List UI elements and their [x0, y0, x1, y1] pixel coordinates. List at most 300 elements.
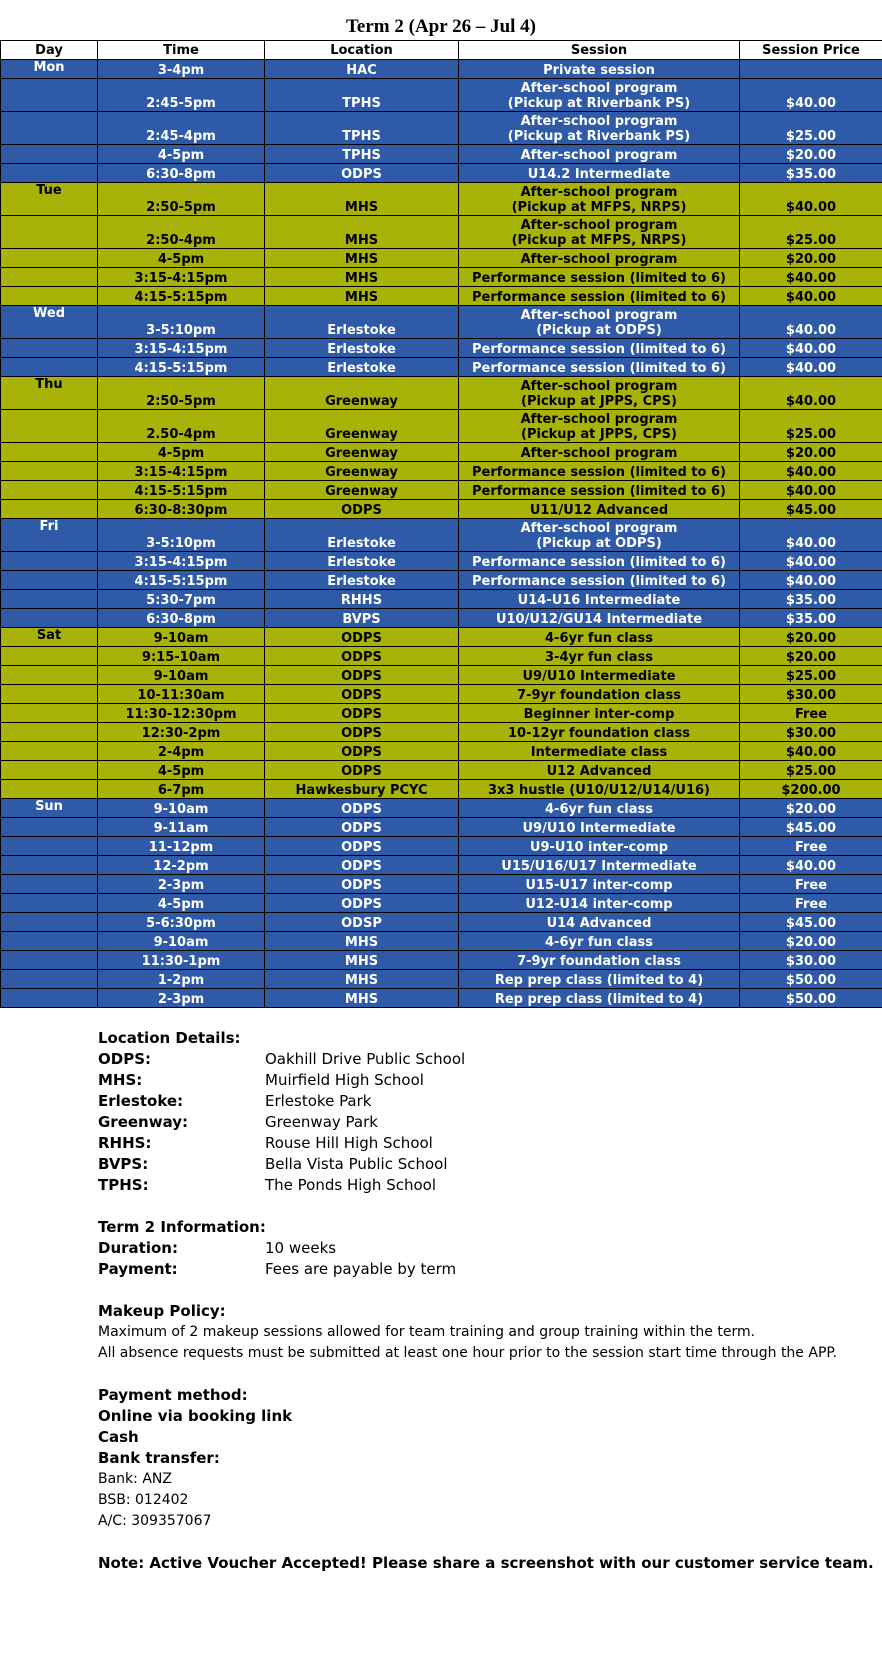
location-cell: MHS: [265, 951, 459, 970]
day-cell: [1, 647, 98, 666]
price-cell: $40.00: [740, 552, 882, 571]
table-row: [1, 628, 882, 647]
table-row: [1, 145, 882, 164]
table-row: [1, 685, 882, 704]
price-cell: Free: [740, 704, 882, 723]
time-cell: 6:30-8pm: [98, 609, 265, 628]
session-cell: After-school program: [459, 249, 740, 268]
time-cell: 4-5pm: [98, 761, 265, 780]
day-cell: [1, 500, 98, 519]
header-location: Location: [265, 41, 459, 60]
session-cell: After-school program (Pickup at Riverbank PS): [459, 79, 740, 112]
table-row: [1, 704, 882, 723]
location-item: [98, 1049, 858, 1070]
term-info-key: Payment:: [98, 1260, 178, 1278]
location-cell: ODPS: [265, 704, 459, 723]
day-cell: [1, 913, 98, 932]
location-cell: ODSP: [265, 913, 459, 932]
location-name: Bella Vista Public School: [265, 1155, 448, 1173]
session-cell: U14.2 Intermediate: [459, 164, 740, 183]
bank-line: BSB: 012402: [98, 1492, 189, 1508]
location-cell: MHS: [265, 216, 459, 249]
price-cell: $40.00: [740, 358, 882, 377]
location-cell: Greenway: [265, 443, 459, 462]
session-cell: U11/U12 Advanced: [459, 500, 740, 519]
price-cell: $25.00: [740, 216, 882, 249]
location-cell: RHHS: [265, 590, 459, 609]
bank-line: A/C: 309357067: [98, 1513, 212, 1529]
location-cell: ODPS: [265, 875, 459, 894]
location-cell: Erlestoke: [265, 358, 459, 377]
session-cell: Rep prep class (limited to 4): [459, 970, 740, 989]
location-code: RHHS:: [98, 1134, 152, 1152]
location-name: Rouse Hill High School: [265, 1134, 433, 1152]
table-row: [1, 951, 882, 970]
time-cell: 9:15-10am: [98, 647, 265, 666]
session-cell: 3-4yr fun class: [459, 647, 740, 666]
term-info-item: [98, 1238, 858, 1259]
location-code: MHS:: [98, 1071, 143, 1089]
price-cell: [740, 60, 882, 79]
term-info-item: [98, 1259, 858, 1280]
day-cell: [1, 481, 98, 500]
time-cell: 2:45-5pm: [98, 79, 265, 112]
bank-line: Bank: ANZ: [98, 1471, 172, 1487]
day-cell: [1, 704, 98, 723]
price-cell: $20.00: [740, 628, 882, 647]
table-row: [1, 875, 882, 894]
header-time: Time: [98, 41, 265, 60]
location-name: Erlestoke Park: [265, 1092, 372, 1110]
session-cell: Performance session (limited to 6): [459, 339, 740, 358]
time-cell: 2.50-4pm: [98, 410, 265, 443]
price-cell: Free: [740, 894, 882, 913]
table-row: [1, 799, 882, 818]
price-cell: $200.00: [740, 780, 882, 799]
table-row: [1, 268, 882, 287]
table-row: [1, 519, 882, 552]
schedule-body: [1, 60, 882, 1008]
session-cell: Performance session (limited to 6): [459, 462, 740, 481]
location-cell: ODPS: [265, 666, 459, 685]
location-cell: Erlestoke: [265, 519, 459, 552]
price-cell: $30.00: [740, 723, 882, 742]
price-cell: $40.00: [740, 339, 882, 358]
term-info-value: 10 weeks: [265, 1239, 337, 1257]
session-cell: U15-U17 inter-comp: [459, 875, 740, 894]
makeup-line: All absence requests must be submitted at least one hour prior to the session start time through the APP.: [98, 1345, 838, 1361]
day-cell: [1, 951, 98, 970]
page-title: Term 2 (Apr 26 – Jul 4): [346, 16, 536, 37]
day-cell: Mon: [1, 60, 98, 79]
session-cell: After-school program (Pickup at JPPS, CPS): [459, 410, 740, 443]
price-cell: Free: [740, 875, 882, 894]
location-item: [98, 1091, 858, 1112]
session-cell: After-school program (Pickup at ODPS): [459, 306, 740, 339]
location-cell: Greenway: [265, 462, 459, 481]
session-cell: U12-U14 inter-comp: [459, 894, 740, 913]
session-cell: U15/U16/U17 Intermediate: [459, 856, 740, 875]
price-cell: $20.00: [740, 799, 882, 818]
table-row: [1, 989, 882, 1008]
table-row: [1, 647, 882, 666]
info-section: [98, 1028, 874, 1574]
price-cell: $30.00: [740, 951, 882, 970]
price-cell: $50.00: [740, 970, 882, 989]
day-cell: [1, 79, 98, 112]
time-cell: 3-5:10pm: [98, 519, 265, 552]
location-code: BVPS:: [98, 1155, 149, 1173]
table-row: [1, 462, 882, 481]
table-row: [1, 339, 882, 358]
session-cell: After-school program (Pickup at MFPS, NRPS): [459, 216, 740, 249]
term-info-heading: Term 2 Information:: [98, 1218, 266, 1236]
time-cell: 12:30-2pm: [98, 723, 265, 742]
location-name: The Ponds High School: [265, 1176, 437, 1194]
day-cell: [1, 443, 98, 462]
location-cell: ODPS: [265, 818, 459, 837]
table-row: [1, 666, 882, 685]
table-row: [1, 410, 882, 443]
header-session: Session: [459, 41, 740, 60]
day-cell: [1, 685, 98, 704]
time-cell: 4:15-5:15pm: [98, 287, 265, 306]
session-cell: After-school program: [459, 145, 740, 164]
location-name: Greenway Park: [265, 1113, 378, 1131]
table-row: [1, 837, 882, 856]
price-cell: $25.00: [740, 410, 882, 443]
location-cell: Erlestoke: [265, 571, 459, 590]
time-cell: 6:30-8pm: [98, 164, 265, 183]
makeup-line: Maximum of 2 makeup sessions allowed for team training and group training within the term.: [98, 1324, 756, 1340]
location-cell: Erlestoke: [265, 552, 459, 571]
location-item: [98, 1175, 858, 1196]
day-cell: Sun: [1, 799, 98, 818]
location-cell: HAC: [265, 60, 459, 79]
price-cell: $20.00: [740, 145, 882, 164]
session-cell: Performance session (limited to 6): [459, 358, 740, 377]
day-cell: [1, 856, 98, 875]
session-cell: Beginner inter-comp: [459, 704, 740, 723]
location-details-heading: Location Details:: [98, 1029, 241, 1047]
session-cell: After-school program (Pickup at JPPS, CPS): [459, 377, 740, 410]
table-row: [1, 742, 882, 761]
day-cell: [1, 268, 98, 287]
day-cell: [1, 145, 98, 164]
header-price: Session Price: [740, 41, 882, 60]
location-name: Muirfield High School: [265, 1071, 424, 1089]
time-cell: 4-5pm: [98, 249, 265, 268]
time-cell: 2-3pm: [98, 875, 265, 894]
location-cell: MHS: [265, 970, 459, 989]
location-code: TPHS:: [98, 1176, 149, 1194]
table-row: [1, 358, 882, 377]
table-row: [1, 818, 882, 837]
day-cell: Fri: [1, 519, 98, 552]
table-row: [1, 609, 882, 628]
price-cell: $40.00: [740, 377, 882, 410]
price-cell: $45.00: [740, 500, 882, 519]
time-cell: 3-5:10pm: [98, 306, 265, 339]
location-cell: ODPS: [265, 628, 459, 647]
day-cell: [1, 761, 98, 780]
day-cell: Thu: [1, 377, 98, 410]
time-cell: 2:50-5pm: [98, 183, 265, 216]
location-cell: Greenway: [265, 410, 459, 443]
table-row: [1, 500, 882, 519]
time-cell: 3:15-4:15pm: [98, 268, 265, 287]
session-cell: 4-6yr fun class: [459, 799, 740, 818]
time-cell: 9-11am: [98, 818, 265, 837]
schedule-table: [0, 40, 882, 1008]
table-row: [1, 723, 882, 742]
time-cell: 11-12pm: [98, 837, 265, 856]
location-item: [98, 1112, 858, 1133]
price-cell: $20.00: [740, 647, 882, 666]
day-cell: [1, 216, 98, 249]
day-cell: [1, 609, 98, 628]
day-cell: Wed: [1, 306, 98, 339]
location-item: [98, 1154, 858, 1175]
time-cell: 5:30-7pm: [98, 590, 265, 609]
time-cell: 2-3pm: [98, 989, 265, 1008]
location-cell: MHS: [265, 268, 459, 287]
table-row: [1, 183, 882, 216]
session-cell: U10/U12/GU14 Intermediate: [459, 609, 740, 628]
location-cell: ODPS: [265, 894, 459, 913]
table-row: [1, 164, 882, 183]
makeup-heading: Makeup Policy:: [98, 1302, 226, 1320]
time-cell: 3:15-4:15pm: [98, 462, 265, 481]
table-row: [1, 856, 882, 875]
time-cell: 4:15-5:15pm: [98, 571, 265, 590]
day-cell: [1, 287, 98, 306]
location-cell: ODPS: [265, 500, 459, 519]
table-row: [1, 60, 882, 79]
time-cell: 6-7pm: [98, 780, 265, 799]
price-cell: $30.00: [740, 685, 882, 704]
location-cell: ODPS: [265, 761, 459, 780]
price-cell: $40.00: [740, 268, 882, 287]
price-cell: $25.00: [740, 666, 882, 685]
location-cell: ODPS: [265, 647, 459, 666]
table-row: [1, 216, 882, 249]
location-cell: ODPS: [265, 837, 459, 856]
time-cell: 4-5pm: [98, 894, 265, 913]
location-code: Erlestoke:: [98, 1092, 184, 1110]
location-cell: ODPS: [265, 799, 459, 818]
time-cell: 9-10am: [98, 666, 265, 685]
session-cell: After-school program: [459, 443, 740, 462]
time-cell: 10-11:30am: [98, 685, 265, 704]
location-code: ODPS:: [98, 1050, 151, 1068]
table-row: [1, 443, 882, 462]
price-cell: $20.00: [740, 443, 882, 462]
location-cell: MHS: [265, 989, 459, 1008]
table-row: [1, 970, 882, 989]
price-cell: $40.00: [740, 481, 882, 500]
table-row: [1, 249, 882, 268]
table-row: [1, 761, 882, 780]
time-cell: 11:30-12:30pm: [98, 704, 265, 723]
price-cell: $40.00: [740, 571, 882, 590]
session-cell: After-school program (Pickup at ODPS): [459, 519, 740, 552]
table-row: [1, 590, 882, 609]
table-row: [1, 79, 882, 112]
day-cell: [1, 339, 98, 358]
time-cell: 9-10am: [98, 932, 265, 951]
time-cell: 2:50-4pm: [98, 216, 265, 249]
price-cell: $40.00: [740, 306, 882, 339]
price-cell: $50.00: [740, 989, 882, 1008]
session-cell: U9/U10 Intermediate: [459, 818, 740, 837]
time-cell: 3:15-4:15pm: [98, 339, 265, 358]
table-row: [1, 913, 882, 932]
time-cell: 2:45-4pm: [98, 112, 265, 145]
time-cell: 6:30-8:30pm: [98, 500, 265, 519]
table-row: [1, 287, 882, 306]
time-cell: 11:30-1pm: [98, 951, 265, 970]
price-cell: $20.00: [740, 249, 882, 268]
price-cell: $40.00: [740, 462, 882, 481]
price-cell: $35.00: [740, 164, 882, 183]
price-cell: $35.00: [740, 590, 882, 609]
time-cell: 4:15-5:15pm: [98, 481, 265, 500]
day-cell: [1, 837, 98, 856]
location-cell: ODPS: [265, 164, 459, 183]
day-cell: [1, 989, 98, 1008]
session-cell: 4-6yr fun class: [459, 932, 740, 951]
price-cell: $25.00: [740, 761, 882, 780]
price-cell: $35.00: [740, 609, 882, 628]
payment-heading: Payment method:: [98, 1386, 248, 1404]
day-cell: [1, 875, 98, 894]
day-cell: [1, 818, 98, 837]
time-cell: 4:15-5:15pm: [98, 358, 265, 377]
price-cell: $20.00: [740, 932, 882, 951]
payment-method: Online via booking link: [98, 1407, 293, 1425]
session-cell: Performance session (limited to 6): [459, 481, 740, 500]
price-cell: $40.00: [740, 79, 882, 112]
table-row: [1, 894, 882, 913]
location-cell: MHS: [265, 932, 459, 951]
time-cell: 2:50-5pm: [98, 377, 265, 410]
session-cell: Private session: [459, 60, 740, 79]
time-cell: 4-5pm: [98, 145, 265, 164]
location-cell: ODPS: [265, 742, 459, 761]
location-cell: ODPS: [265, 685, 459, 704]
session-cell: 10-12yr foundation class: [459, 723, 740, 742]
session-cell: Performance session (limited to 6): [459, 268, 740, 287]
session-cell: U14 Advanced: [459, 913, 740, 932]
session-cell: U9/U10 Intermediate: [459, 666, 740, 685]
day-cell: Tue: [1, 183, 98, 216]
location-cell: Erlestoke: [265, 306, 459, 339]
day-cell: [1, 780, 98, 799]
table-row: [1, 932, 882, 951]
table-row: [1, 552, 882, 571]
location-cell: TPHS: [265, 112, 459, 145]
table-row: [1, 306, 882, 339]
session-cell: Intermediate class: [459, 742, 740, 761]
location-cell: Greenway: [265, 377, 459, 410]
time-cell: 2-4pm: [98, 742, 265, 761]
session-cell: 7-9yr foundation class: [459, 685, 740, 704]
day-cell: [1, 462, 98, 481]
location-name: Oakhill Drive Public School: [265, 1050, 466, 1068]
time-cell: 3-4pm: [98, 60, 265, 79]
price-cell: $25.00: [740, 112, 882, 145]
location-cell: ODPS: [265, 723, 459, 742]
session-cell: Performance session (limited to 6): [459, 287, 740, 306]
location-item: [98, 1133, 858, 1154]
time-cell: 9-10am: [98, 628, 265, 647]
session-cell: U9-U10 inter-comp: [459, 837, 740, 856]
location-cell: Erlestoke: [265, 339, 459, 358]
session-cell: 7-9yr foundation class: [459, 951, 740, 970]
time-cell: 1-2pm: [98, 970, 265, 989]
day-cell: [1, 249, 98, 268]
price-cell: $45.00: [740, 818, 882, 837]
session-cell: After-school program (Pickup at MFPS, NRPS): [459, 183, 740, 216]
session-cell: U14-U16 Intermediate: [459, 590, 740, 609]
table-row: [1, 112, 882, 145]
time-cell: 5-6:30pm: [98, 913, 265, 932]
location-cell: TPHS: [265, 79, 459, 112]
time-cell: 3:15-4:15pm: [98, 552, 265, 571]
day-cell: [1, 666, 98, 685]
table-row: [1, 481, 882, 500]
time-cell: 12-2pm: [98, 856, 265, 875]
location-code: Greenway:: [98, 1113, 189, 1131]
time-cell: 4-5pm: [98, 443, 265, 462]
term-info-value: Fees are payable by term: [265, 1260, 457, 1278]
day-cell: [1, 932, 98, 951]
price-cell: $40.00: [740, 183, 882, 216]
location-cell: Greenway: [265, 481, 459, 500]
session-cell: Performance session (limited to 6): [459, 571, 740, 590]
day-cell: [1, 112, 98, 145]
price-cell: $40.00: [740, 742, 882, 761]
day-cell: [1, 552, 98, 571]
location-cell: Hawkesbury PCYC: [265, 780, 459, 799]
price-cell: $40.00: [740, 287, 882, 306]
price-cell: $40.00: [740, 519, 882, 552]
table-row: [1, 780, 882, 799]
day-cell: [1, 742, 98, 761]
session-cell: 3x3 hustle (U10/U12/U14/U16): [459, 780, 740, 799]
header-day: Day: [1, 41, 98, 60]
table-header-row: [1, 41, 882, 60]
session-cell: 4-6yr fun class: [459, 628, 740, 647]
location-cell: MHS: [265, 249, 459, 268]
day-cell: [1, 970, 98, 989]
session-cell: Rep prep class (limited to 4): [459, 989, 740, 1008]
price-cell: $45.00: [740, 913, 882, 932]
session-cell: After-school program (Pickup at Riverbank PS): [459, 112, 740, 145]
location-cell: MHS: [265, 183, 459, 216]
session-cell: Performance session (limited to 6): [459, 552, 740, 571]
price-cell: Free: [740, 837, 882, 856]
table-row: [1, 571, 882, 590]
day-cell: [1, 571, 98, 590]
day-cell: [1, 723, 98, 742]
day-cell: [1, 164, 98, 183]
time-cell: 9-10am: [98, 799, 265, 818]
location-cell: ODPS: [265, 856, 459, 875]
day-cell: [1, 590, 98, 609]
location-list: [98, 1049, 858, 1196]
